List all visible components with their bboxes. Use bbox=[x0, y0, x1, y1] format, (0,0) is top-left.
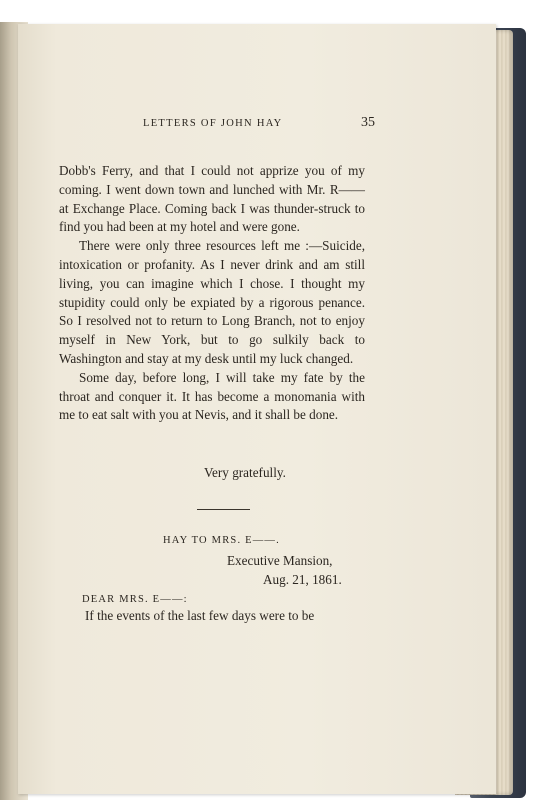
letter-heading: HAY TO MRS. E——. bbox=[163, 535, 280, 546]
letter-date: Aug. 21, 1861. bbox=[263, 572, 342, 587]
paragraph: There were only three resources left me :—Suicide, intoxication or profanity. As I never drink and am still living, you can imagine which I chose. I thought my stupidity could only be expiated by a rigorous penance. So I resolved not to return to Long Branch, not to enjoy myself in New York, but to go sulkily back to Washington and stay at my desk until my luck changed. bbox=[59, 238, 365, 366]
section-divider bbox=[197, 509, 250, 510]
letter-salutation: DEAR MRS. E——: bbox=[82, 594, 188, 605]
running-head bbox=[143, 115, 375, 131]
letter-body bbox=[59, 162, 365, 425]
letter-first-line: If the events of the last few days were to be bbox=[85, 608, 315, 623]
page-number: 35 bbox=[361, 115, 375, 130]
letter-closing: Very gratefully. bbox=[204, 465, 286, 480]
letter-place: Executive Mansion, bbox=[227, 553, 333, 568]
paragraph: Dobb's Ferry, and that I could not apprize you of my coming. I went down town and lunched with Mr. R—— at Exchange Place. Coming back I was thunder-struck to find you had been at my hotel and were gone. bbox=[59, 163, 365, 235]
running-title: LETTERS OF JOHN HAY bbox=[143, 118, 283, 129]
paragraph: Some day, before long, I will take my fate by the throat and conquer it. It has become a monomania with me to eat salt with you at Nevis, and it shall be done. bbox=[59, 369, 365, 423]
